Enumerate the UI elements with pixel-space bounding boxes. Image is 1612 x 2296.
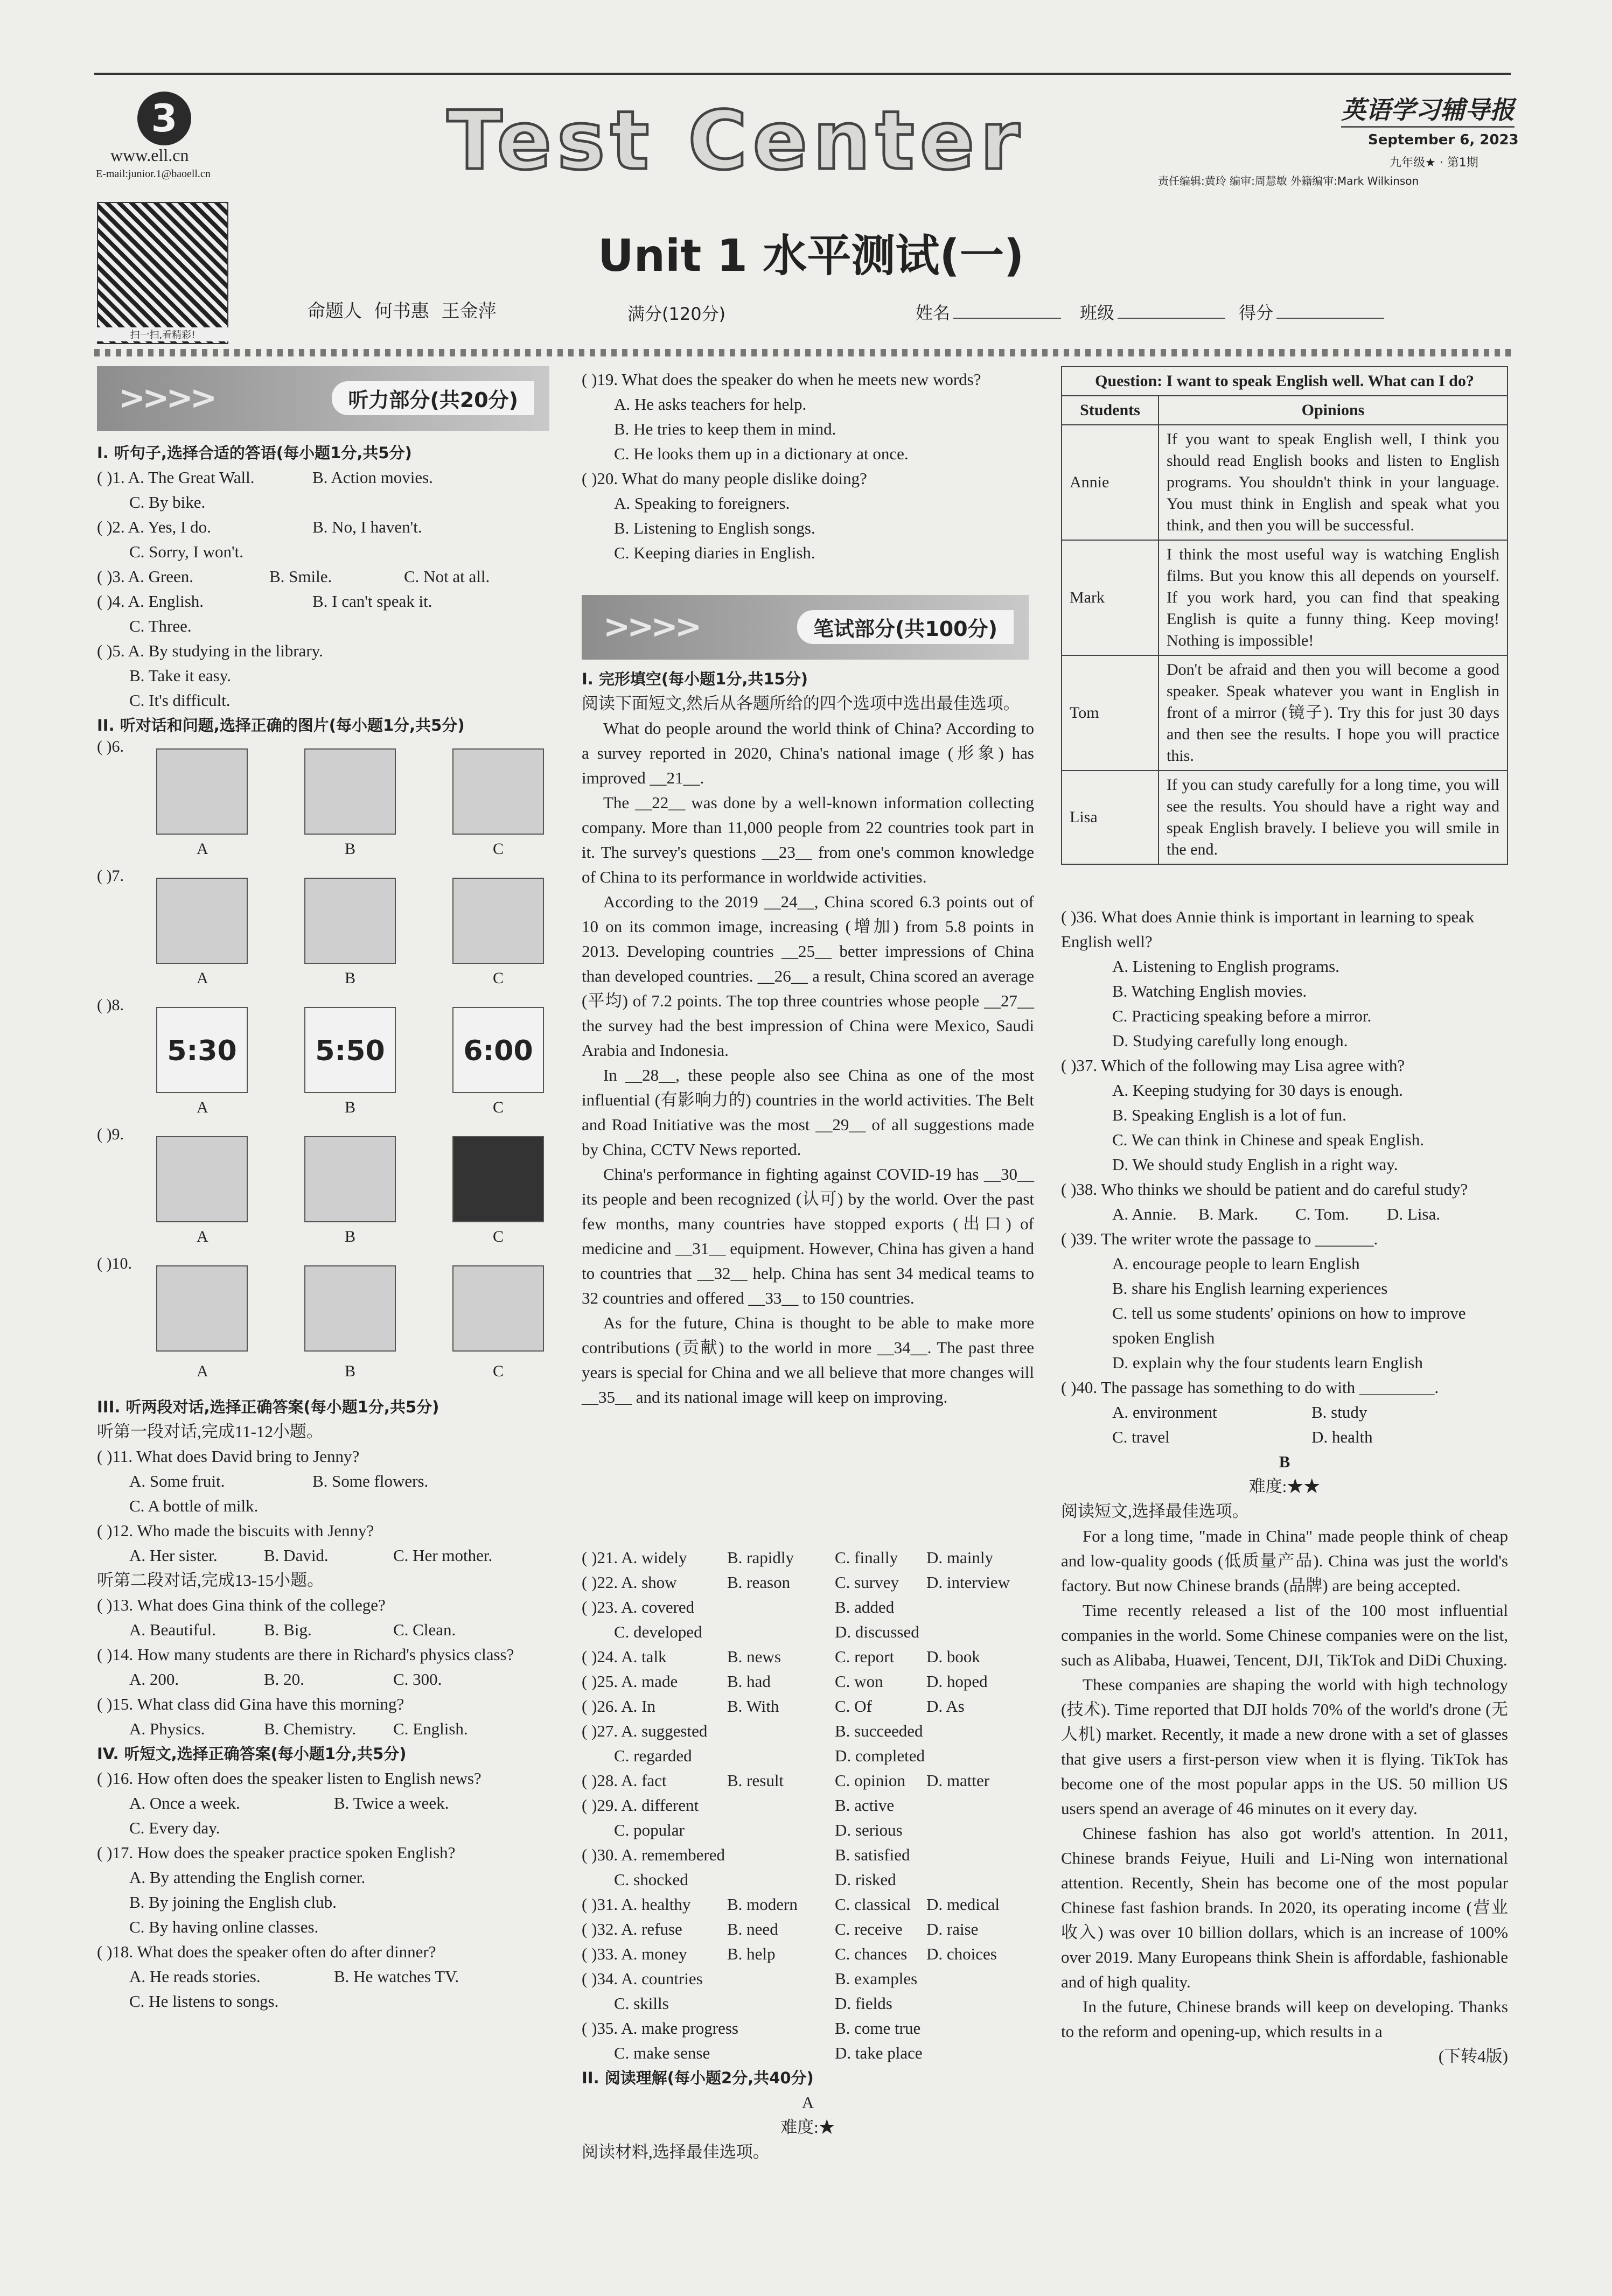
middle-column-top: ( )19. What does the speaker do when he meets new words? A. He asks teachers for help. B. He tries to keep them in mind. C. He looks them up in a dictionary at once. ( )20. What do many people dislike doing? A. Speaking to foreigners. B. Listening to English songs. C. Keeping diaries in English.	[582, 370, 981, 562]
continued-note: (下转4版)	[1438, 2047, 1508, 2066]
table-row: Lisa If you can study carefully for a long time, you will see the results. You should have a right way and speak English bravely. I believe you will smile in the end.	[1062, 771, 1508, 864]
issue: 九年级★ · 第1期	[1390, 156, 1478, 170]
cloze-section: I. 完形填空(每小题1分,共15分) 阅读下面短文,然后从各题所给的四个选项中选出最佳选项。 What do people around the world think of China? According to a survey reported in 2020, China's national image (形象) has improved __21__. The __22__ was done by a well-known information collecting company. More than 11,000 people from 22 countries took part in it. The survey's questions __23__ from one's common knowledge of China to its performance in worldwide activities. According to the 2019 __24__, China scored 6.3 points out of 10 on its common image, increasing (增加) from 5.8 points in 2013. Developing countries __25__ better impressions of China than developed countries. __26__ a result, China scored an average (平均) of 7.2 points. The top three countries whose people __27__ the survey had the best impression of China were Mexico, Saudi Arabia and Indonesia. In __28__, these people also see China as one of the most influential (有影响力的) countries in the world activities. The Belt and Road Initiative was the most __29__ of all suggestions made by China, CCTV News reported. China's performance in fighting against COVID-19 has __30__ its people and been recognized (认可) by the world. Over the past few months, many countries have stopped exports (出口) of medicine and __31__ equipment. However, China has given a hand to countries that __32__ help. China has sent 34 medical teams to 32 countries and offered __33__ to 150 countries. As for the future, China is thought to be able to make more contributions (贡献) to the world in more __34__. The past three years is special for China and we all believe that more changes will __35__ and its national image will keep on improving.	[582, 667, 1034, 1410]
reading-paragraph: In the future, Chinese brands will keep on developing. Thanks to the reform and opening-up, which results in a	[1061, 1997, 1508, 2041]
name-field[interactable]: 姓名	[916, 299, 1061, 324]
arrow-decoration-icon: >>>>	[603, 608, 699, 646]
hospital-image	[304, 1265, 396, 1352]
boy-image	[156, 878, 248, 964]
reading-a-questions: ( )36. What does Annie think is important in learning to speak English well? A. Listening to English programs. B. Watching English movies. C. Practicing speaking before a mirror. D. Studying carefully long enough. ( )37. Which of the following may Lisa agree with? A. Keeping studying for 30 days is enough. B. Speaking English is a lot of fun. C. We can think in Chinese and speak English. D. We should study English in a right way. ( )38. Who thinks we should be patient and do careful study? A. Annie. B. Mark. C. Tom. D. Lisa. ( )39. The writer wrote the passage to _______. A. encourage people to learn English B. share his English learning experiences C. tell us some students' opinions on how to improve spoken English D. explain why the four students learn English ( )40. The passage has something to do with _________. A. environment B. study C. travel D. health B 难度:★★ 阅读短文,选择最佳选项。 For a long time, "made in China" made people think of cheap and low-quality goods (低质量产品). China was just the world's factory. But now Chinese brands (品牌) are being accepted. Time recently released a list of the 100 most influential companies in the world. Some Chinese companies were on the list, such as Alibaba, Huawei, Tencent, DJI, TikTok and DiDi Chuxing. These companies are shaping the world with high technology (技术). Time reported that DJI holds 70% of the world's drone (无人机) market. Recently, it made a new drone with a set of glasses that give users a first-person view when it is flying. TikTok has become one of the most popular apps in the US. 50 million US users spend an average of 46 minutes on it every day. Chinese fashion has also got world's attention. In 2011, Chinese brands Feiyue, Huili and Li-Ning won international attention. Recently, Shein has become one of the most popular Chinese fast fashion brands. In 2020, its operating income (营业收入) was over 10 billion dollars, which is an increase of 100% over 2019. Many Europeans think Shein is affordable, fashionable and of high quality. In the future, Chinese brands will keep on developing. Thanks to the reform and opening-up, which results in a (下转4版)	[1061, 905, 1508, 2069]
full-score: 满分(120分)	[627, 304, 726, 324]
section-heading: I. 听句子,选择合适的答语(每小题1分,共5分)	[97, 444, 412, 462]
listening-column: I. 听句子,选择合适的答语(每小题1分,共5分) ( )1. A. The Great Wall. B. Action movies. C. By bike. ( )2. A. Yes, I do. B. No, I haven't. C. Sorry, I won't. ( )3. A. Green. B. Smile. C. Not at all. ( )4. A. English. B. I can't speak it. C. Three. ( )5. A. By studying in the library. B. Take it easy. C. It's difficult. II. 听对话和问题,选择正确的图片(每小题1分,共5分) ( )6. A B C ( )7. A B C ( )8. 5:30 5:50 6:00 A B C ( )9. A B C ( )10. A B C III. 听两段对话,选择正确答案(每小题1分,共5分) 听第一段对话,完成11-12小题。 ( )11. What does David bring to Jenny? A. Some fruit. B. Some flowers. C. A bottle of milk. ( )12. Who made the biscuits with Jenny? A. Her sister. B. David. C. Her mother. 听第二段对话,完成13-15小题。 ( )13. What does Gina think of the college? A. Beautiful. B. Big. C. Clean. ( )14. How many students are there in Richard's physics class? A. 200. B. 20. C. 300. ( )15. What class did Gina have this morning? A. Physics. B. Chemistry. C. English. IV. 听短文,选择正确答案(每小题1分,共5分) ( )16. How often does the speaker listen to English news? A. Once a week. B. Twice a week. C. Every day. ( )17. How does the speaker practice spoken English? A. By attending the English corner. B. By joining the English club. C. By having online classes. ( )18. What does the speaker often do after dinner? A. He reads stories. B. He watches TV. C. He listens to songs.	[97, 440, 549, 2014]
divider	[94, 349, 1511, 356]
section-heading: II. 阅读理解(每小题2分,共40分)	[582, 2069, 814, 2087]
time-option: 6:00	[452, 1007, 544, 1093]
authors: 命题人 何书惠 王金萍	[307, 300, 497, 322]
arrow-decoration-icon: >>>>	[118, 379, 214, 417]
qr-caption: 扫一扫,看精彩!	[97, 327, 228, 341]
time-option: 5:30	[156, 1007, 248, 1093]
writing-heading: 笔试部分(共100分)	[797, 610, 1014, 644]
opinions-table: Question: I want to speak English well. What can I do? Students Opinions Annie If you want to speak English well, I think you should read English books and listen to English programs. You shouldn't think in your language. You must think in English and speak what you think, and then you will be successful. Mark I think the most useful way is watching English films. But you know this all depends on yourself. If you work hard, you can find that speaking English is quite a funny thing. Keep moving! Nothing is impossible! Tom Don't be afraid and then you will become a good speaker. Speak whatever you want in English in front of a mirror (镜子). Try this for just 30 days and then see the results. I hope you will practice this. Lisa If you can study carefully for a long time, you will see the results. You should have a right way and speak English bravely. I believe you will smile in the end.	[1061, 366, 1508, 865]
cloze-paragraph: In __28__, these people also see China as one of the most influential (有影响力的) countries in the world activities. The Belt and Road Initiative was the most __29__ of all suggestions made by China, CCTV News reported.	[582, 1066, 1034, 1159]
table-row: Mark I think the most useful way is watching English films. But you know this all depends on yourself. If you work hard, you can find that speaking English is quite a funny thing. Keep moving! Nothing is impossible!	[1062, 540, 1508, 655]
email: E-mail:junior.1@baoell.cn	[96, 168, 211, 180]
table-question: Question: I want to speak English well. What can I do?	[1062, 367, 1508, 396]
teacher-image	[452, 878, 544, 964]
editors: 责任编辑:黄玲 编审:周慧敏 外籍编审:Mark Wilkinson	[1158, 174, 1419, 187]
cloze-paragraph: The __22__ was done by a well-known information collecting company. More than 11,000 people from 22 countries took part in it. The survey's questions __23__ from one's common knowledge of China to its performance in worldwide activities.	[582, 793, 1034, 886]
website: www.ell.cn	[110, 145, 189, 165]
question-8: ( )8. 5:30 5:50 6:00 A B C	[97, 996, 549, 1125]
cloze-paragraph: As for the future, China is thought to be able to make more contributions (贡献) to the world in more __34__. The past three years is special for China and we all believe that more changes will __35__ and its national image will keep on improving.	[582, 1313, 1034, 1406]
soccer-ball-image	[452, 1136, 544, 1222]
top-rule	[94, 73, 1511, 75]
class-field[interactable]: 班级	[1080, 299, 1225, 324]
question-10: ( )10. A B C	[97, 1255, 549, 1395]
page-title: Test Center	[447, 94, 1025, 188]
great-wall-image	[304, 748, 396, 835]
reading-paragraph: Chinese fashion has also got world's attention. In 2011, Chinese brands Feiyue, Huili and Li-Ning won international attention. Recently, Shein has become one of the most popular Chinese fast fashion brands. In 2020, its operating income (营业收入) was over 10 billion dollars, which is an increase of 100% over 2019. Many Europeans think Shein is affordable, fashionable and of high quality.	[1061, 1824, 1508, 1991]
reading-paragraph: Time recently released a list of the 100 most influential companies in the world. Some Chinese companies were on the list, such as Alibaba, Huawei, Tencent, DJI, TikTok and DiDi Chuxing.	[1061, 1601, 1508, 1669]
writing-section-bar	[582, 595, 1029, 660]
table-row: Annie If you want to speak English well, I think you should read English books and listen to English programs. You shouldn't think in your language. You must think in English and speak what you think, and then you will be successful.	[1062, 425, 1508, 540]
brand-logo: 英语学习辅导报	[1341, 90, 1515, 128]
score-field[interactable]: 得分	[1239, 299, 1384, 324]
page-number-badge: 3	[137, 92, 191, 145]
qr-code-icon	[97, 202, 228, 344]
reading-paragraph: For a long time, "made in China" made people think of cheap and low-quality goods (低质量产品). China was just the world's factory. But now Chinese brands (品牌) are being accepted.	[1061, 1527, 1508, 1595]
section-heading: II. 听对话和问题,选择正确的图片(每小题1分,共5分)	[97, 716, 465, 734]
time-option: 5:50	[304, 1007, 396, 1093]
building-image	[156, 1265, 248, 1352]
test-title: Unit 1 水平测试(一)	[598, 230, 1024, 282]
table-row: Tom Don't be afraid and then you will become a good speaker. Speak whatever you want in English in front of a mirror (镜子). Try this for just 30 days and then see the results. I hope you will practice this.	[1062, 655, 1508, 771]
cloze-paragraph: What do people around the world think of China? According to a survey reported in 2020, China's national image (形象) has improved __21__.	[582, 719, 1034, 787]
listening-section-bar	[97, 366, 549, 431]
statue-of-liberty-image	[452, 748, 544, 835]
listening-heading: 听力部分(共20分)	[332, 381, 534, 415]
question-7: ( )7. A B C	[97, 867, 549, 996]
girl-image	[304, 878, 396, 964]
question-6: ( )6. A B C	[97, 738, 549, 867]
eiffel-tower-image	[156, 748, 248, 835]
section-heading: IV. 听短文,选择正确答案(每小题1分,共5分)	[97, 1745, 407, 1763]
question-9: ( )9. A B C	[97, 1125, 549, 1255]
section-heading: III. 听两段对话,选择正确答案(每小题1分,共5分)	[97, 1398, 439, 1416]
cloze-paragraph: China's performance in fighting against COVID-19 has __30__ its people and been recognized (认可) by the world. Over the past few months, many countries have stopped exports (出口) of medicine and __31__ equipment. However, China has given a hand to countries that __32__ help. China has sent 34 medical teams to 32 countries and offered __33__ to 150 countries.	[582, 1165, 1034, 1307]
cloze-options: ( )21. A. widely B. rapidly C. finally D. mainly ( )22. A. show B. reason C. survey D. interview ( )23. A. covered B. added C. developed D. discussed ( )24. A. talk B. news C. report D. book ( )25. A. made B. had C. won D. hoped ( )26. A. In B. With C. Of D. As ( )27. A. suggested B. succeeded C. regarded D. completed ( )28. A. fact B. result C. opinion D. matter ( )29. A. different B. active C. popular D. serious ( )30. A. remembered B. satisfied C. shocked D. risked ( )31. A. healthy B. modern C. classical D. medical ( )32. A. refuse B. need C. receive D. raise ( )33. A. money B. help C. chances D. choices ( )34. A. countries B. examples C. skills D. fields ( )35. A. make progress B. come true C. make sense D. take place II. 阅读理解(每小题2分,共40分) A 难度:★ 阅读材料,选择最佳选项。	[582, 1545, 1034, 2165]
painting-image	[304, 1136, 396, 1222]
date: September 6, 2023	[1368, 132, 1519, 148]
reading-paragraph: These companies are shaping the world with high technology (技术). Time reported that DJI holds 70% of the world's drone (无人机) market. Recently, it made a new drone with a set of glasses that give users a first-person view when it is flying. TikTok has become one of the most popular apps in the US. 50 million US users spend an average of 46 minutes on it every day.	[1061, 1675, 1508, 1818]
school-image	[452, 1265, 544, 1352]
cycling-image	[156, 1136, 248, 1222]
cloze-paragraph: According to the 2019 __24__, China scored 6.3 points out of 10 on its common image, increasing (增加) from 5.8 points in 2013. Developing countries __25__ better impressions of China than developed countries. __26__ a result, China scored an average (平均) of 7.2 points. The top three countries whose people __27__ the survey had the best impression of China were Mexico, Saudi Arabia and Indonesia.	[582, 892, 1034, 1060]
section-heading: I. 完形填空(每小题1分,共15分)	[582, 670, 808, 688]
